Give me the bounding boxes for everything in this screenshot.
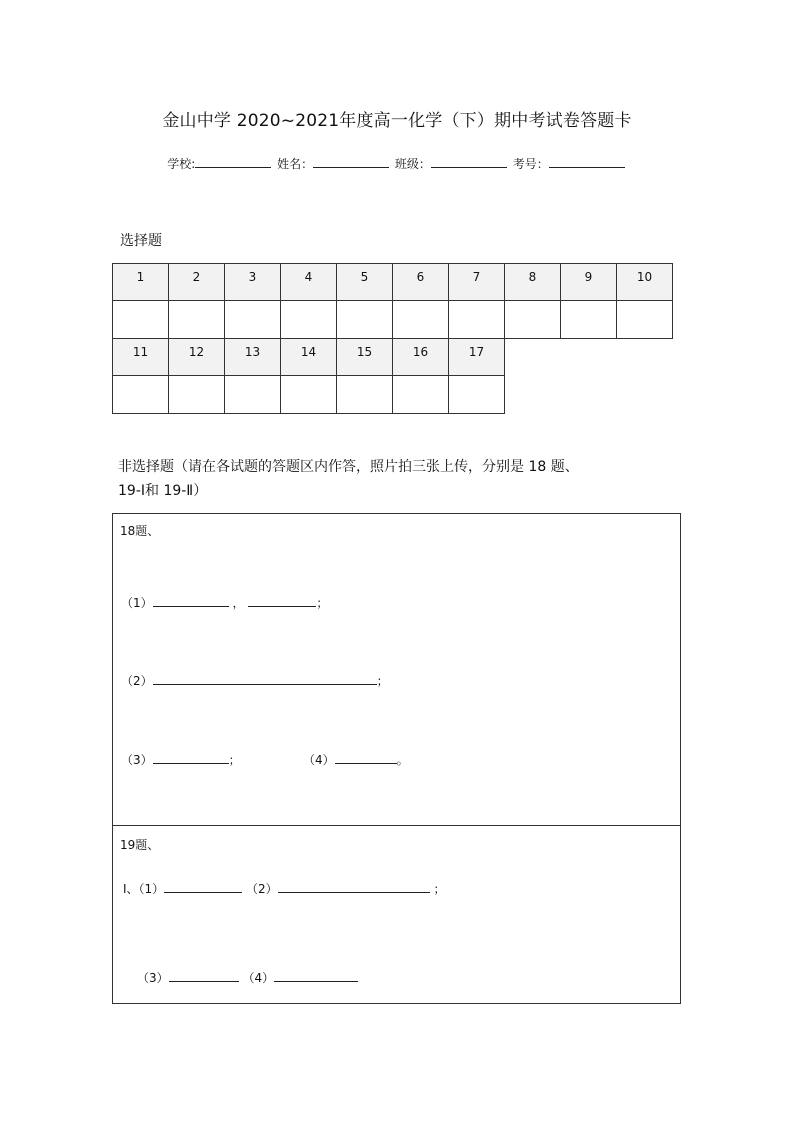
question-number: 5 (337, 264, 393, 301)
question-number: 17 (449, 339, 505, 376)
instructions-line-2: 19-Ⅰ和 19-Ⅱ） (118, 483, 208, 499)
q19-answer-box (112, 825, 681, 1004)
answer-cell[interactable] (337, 301, 393, 339)
answer-cell[interactable] (169, 376, 225, 414)
answer-cell[interactable] (393, 301, 449, 339)
answer-cell[interactable] (225, 376, 281, 414)
mcq-table-1 (112, 263, 673, 339)
page-title: 金山中学 2020~2021年度高一化学（下）期中考试卷答题卡 (162, 111, 632, 131)
name-field[interactable] (313, 155, 389, 168)
exam-number-field[interactable] (549, 155, 625, 168)
answer-cell[interactable] (505, 301, 561, 339)
essay-instructions (118, 455, 678, 503)
q18-3-blank[interactable] (153, 751, 229, 764)
question-number: 11 (113, 339, 169, 376)
mcq-section-label: 选择题 (120, 233, 162, 249)
q18-1a-blank[interactable] (153, 594, 229, 607)
class-field[interactable] (431, 155, 507, 168)
answer-cell[interactable] (617, 301, 673, 339)
question-number: 1 (113, 264, 169, 301)
question-number: 7 (449, 264, 505, 301)
question-number: 12 (169, 339, 225, 376)
question-number: 10 (617, 264, 673, 301)
q18-4-blank[interactable] (335, 751, 397, 764)
q19-4-blank[interactable] (274, 969, 358, 982)
question-number: 6 (393, 264, 449, 301)
question-number: 13 (225, 339, 281, 376)
question-number: 15 (337, 339, 393, 376)
answer-cell[interactable] (561, 301, 617, 339)
question-number: 16 (393, 339, 449, 376)
answer-cell[interactable] (393, 376, 449, 414)
school-label: 学校: (167, 157, 196, 171)
student-info-row (0, 155, 794, 172)
question-number: 8 (505, 264, 561, 301)
q18-title: 18题、 (120, 524, 160, 538)
q18-part3: （3） ； (121, 753, 241, 767)
q19-part-i-row2: （3） （4） (137, 969, 358, 986)
q19-part-i-row1: Ⅰ、（1） （2） ； (123, 882, 446, 896)
school-field[interactable] (195, 155, 271, 168)
mcq-table-2 (112, 338, 505, 414)
q18-answer-box (112, 513, 681, 826)
question-number: 3 (225, 264, 281, 301)
q18-part4: （4） 。 (303, 753, 409, 767)
exam-number-label: 考号： (512, 157, 549, 171)
question-number: 2 (169, 264, 225, 301)
question-number: 9 (561, 264, 617, 301)
class-label: 班级： (394, 157, 431, 171)
answer-cell[interactable] (169, 301, 225, 339)
answer-cell[interactable] (449, 301, 505, 339)
q19-3-blank[interactable] (169, 969, 239, 982)
answer-cell[interactable] (225, 301, 281, 339)
q19-1-blank[interactable] (164, 880, 242, 893)
q18-2-blank[interactable] (153, 672, 377, 685)
q18-part1: （1） ， ； (121, 596, 329, 610)
q19-title: 19题、 (120, 838, 160, 852)
answer-cell[interactable] (113, 376, 169, 414)
answer-cell[interactable] (449, 376, 505, 414)
answer-cell[interactable] (281, 301, 337, 339)
question-number: 14 (281, 339, 337, 376)
instructions-line-1: 非选择题（请在各试题的答题区内作答，照片拍三张上传，分别是 18 题、 (118, 459, 579, 475)
answer-cell[interactable] (337, 376, 393, 414)
answer-cell[interactable] (281, 376, 337, 414)
name-label: 姓名： (277, 157, 314, 171)
question-number: 4 (281, 264, 337, 301)
q18-part2: （2） ； (121, 674, 389, 688)
q18-1b-blank[interactable] (248, 594, 316, 607)
answer-cell[interactable] (113, 301, 169, 339)
q19-2-blank[interactable] (278, 880, 430, 893)
